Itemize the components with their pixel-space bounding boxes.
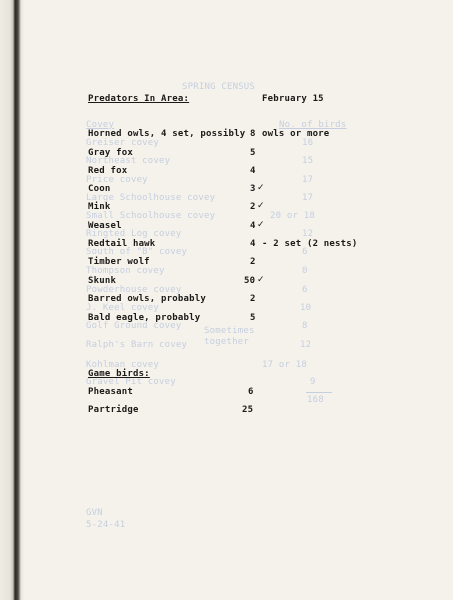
predator-name: Gray fox: [88, 148, 133, 158]
ghost-total: 168: [307, 395, 324, 405]
predator-count: 2: [250, 202, 256, 212]
ghost-covey-count: 8: [302, 321, 308, 331]
predator-count: 3: [250, 184, 256, 194]
predator-count: 5: [250, 313, 256, 323]
predator-count: 50: [244, 276, 256, 286]
ghost-covey-count: 12: [302, 229, 314, 239]
predator-name: Skunk: [88, 276, 117, 286]
ghost-covey-name: Ralph's Barn covey: [86, 340, 188, 350]
ghost-covey-count: 16: [302, 138, 314, 148]
ghost-covey-count: 9: [310, 377, 316, 387]
ghost-covey-name: Northeast covey: [86, 156, 171, 166]
ghost-covey-name: Gravel Pit covey: [86, 377, 176, 387]
predator-count: 4: [250, 221, 256, 231]
game-bird-count: 6: [248, 387, 254, 397]
ghost-title: SPRING CENSUS: [182, 82, 256, 92]
predator-note: - 2 set (2 nests): [262, 239, 358, 249]
ghost-initials: GVN: [86, 508, 103, 518]
ghost-covey-count: 12: [300, 340, 312, 350]
ghost-covey-name: J. Keel covey: [86, 303, 160, 313]
ghost-date: 5-24-41: [86, 520, 126, 530]
ghost-covey-name: Large Schoolhouse covey: [86, 193, 216, 203]
ghost-covey-count: 10: [300, 303, 312, 313]
checkmark-icon: ✓: [257, 201, 265, 211]
predator-name: Coon: [88, 184, 111, 194]
checkmark-icon: ✓: [257, 183, 265, 193]
predators-heading: Predators In Area:: [88, 94, 190, 104]
game-birds-heading: Game birds:: [88, 369, 150, 379]
ghost-covey-count: 15: [302, 156, 314, 166]
document-date: February 15: [262, 94, 324, 104]
ghost-covey-count: 0: [302, 266, 308, 276]
ghost-total-rule: [306, 392, 332, 393]
ghost-covey-header: Covey: [86, 120, 115, 130]
predator-count: 4: [250, 166, 256, 176]
ghost-covey-name: Price covey: [86, 175, 148, 185]
ghost-covey-name: Greiser covey: [86, 138, 160, 148]
predator-note: owls or more: [262, 129, 330, 139]
ghost-covey-name: Golf Ground covey: [86, 321, 182, 331]
ghost-covey-name: South of "B" covey: [86, 247, 188, 257]
predator-name: Red fox: [88, 166, 128, 176]
ghost-covey-count: 17: [302, 175, 314, 185]
predator-count: 2: [250, 257, 256, 267]
ghost-birds-header: No. of birds: [279, 120, 347, 130]
predator-name: Redtail hawk: [88, 239, 156, 249]
predator-count: 2: [250, 294, 256, 304]
checkmark-icon: ✓: [257, 220, 265, 230]
ghost-covey-name: Kohlman covey: [86, 360, 160, 370]
ghost-covey-name: Powderhouse covey: [86, 285, 182, 295]
ghost-covey-name: Thompson covey: [86, 266, 165, 276]
predator-name: Timber wolf: [88, 257, 150, 267]
predator-name: Horned owls, 4 set, possibly: [88, 129, 246, 139]
predator-name: Bald eagle, probably: [88, 313, 201, 323]
adjacent-page-edge: [0, 0, 24, 600]
ghost-bracket-note: Sometimes: [204, 326, 255, 336]
predator-count: 5: [250, 148, 256, 158]
game-bird-name: Pheasant: [88, 387, 133, 397]
ghost-covey-count: 17: [302, 193, 314, 203]
ghost-covey-name: Ringted Log covey: [86, 229, 182, 239]
ghost-covey-count: 20 or 18: [270, 211, 315, 221]
predator-count: 4: [250, 239, 256, 249]
document-sheet: [24, 0, 453, 600]
ghost-covey-name: Small Schoolhouse covey: [86, 211, 216, 221]
predator-name: Barred owls, probably: [88, 294, 206, 304]
ghost-covey-count: 17 or 18: [262, 360, 307, 370]
game-bird-name: Partridge: [88, 405, 139, 415]
predator-name: Mink: [88, 202, 111, 212]
ghost-covey-count: 6: [302, 247, 308, 257]
ghost-bracket-note: together: [204, 337, 249, 347]
predator-name: Weasel: [88, 221, 122, 231]
ghost-covey-count: 6: [302, 285, 308, 295]
predator-count: 8: [250, 129, 256, 139]
checkmark-icon: ✓: [257, 275, 265, 285]
game-bird-count: 25: [242, 405, 254, 415]
